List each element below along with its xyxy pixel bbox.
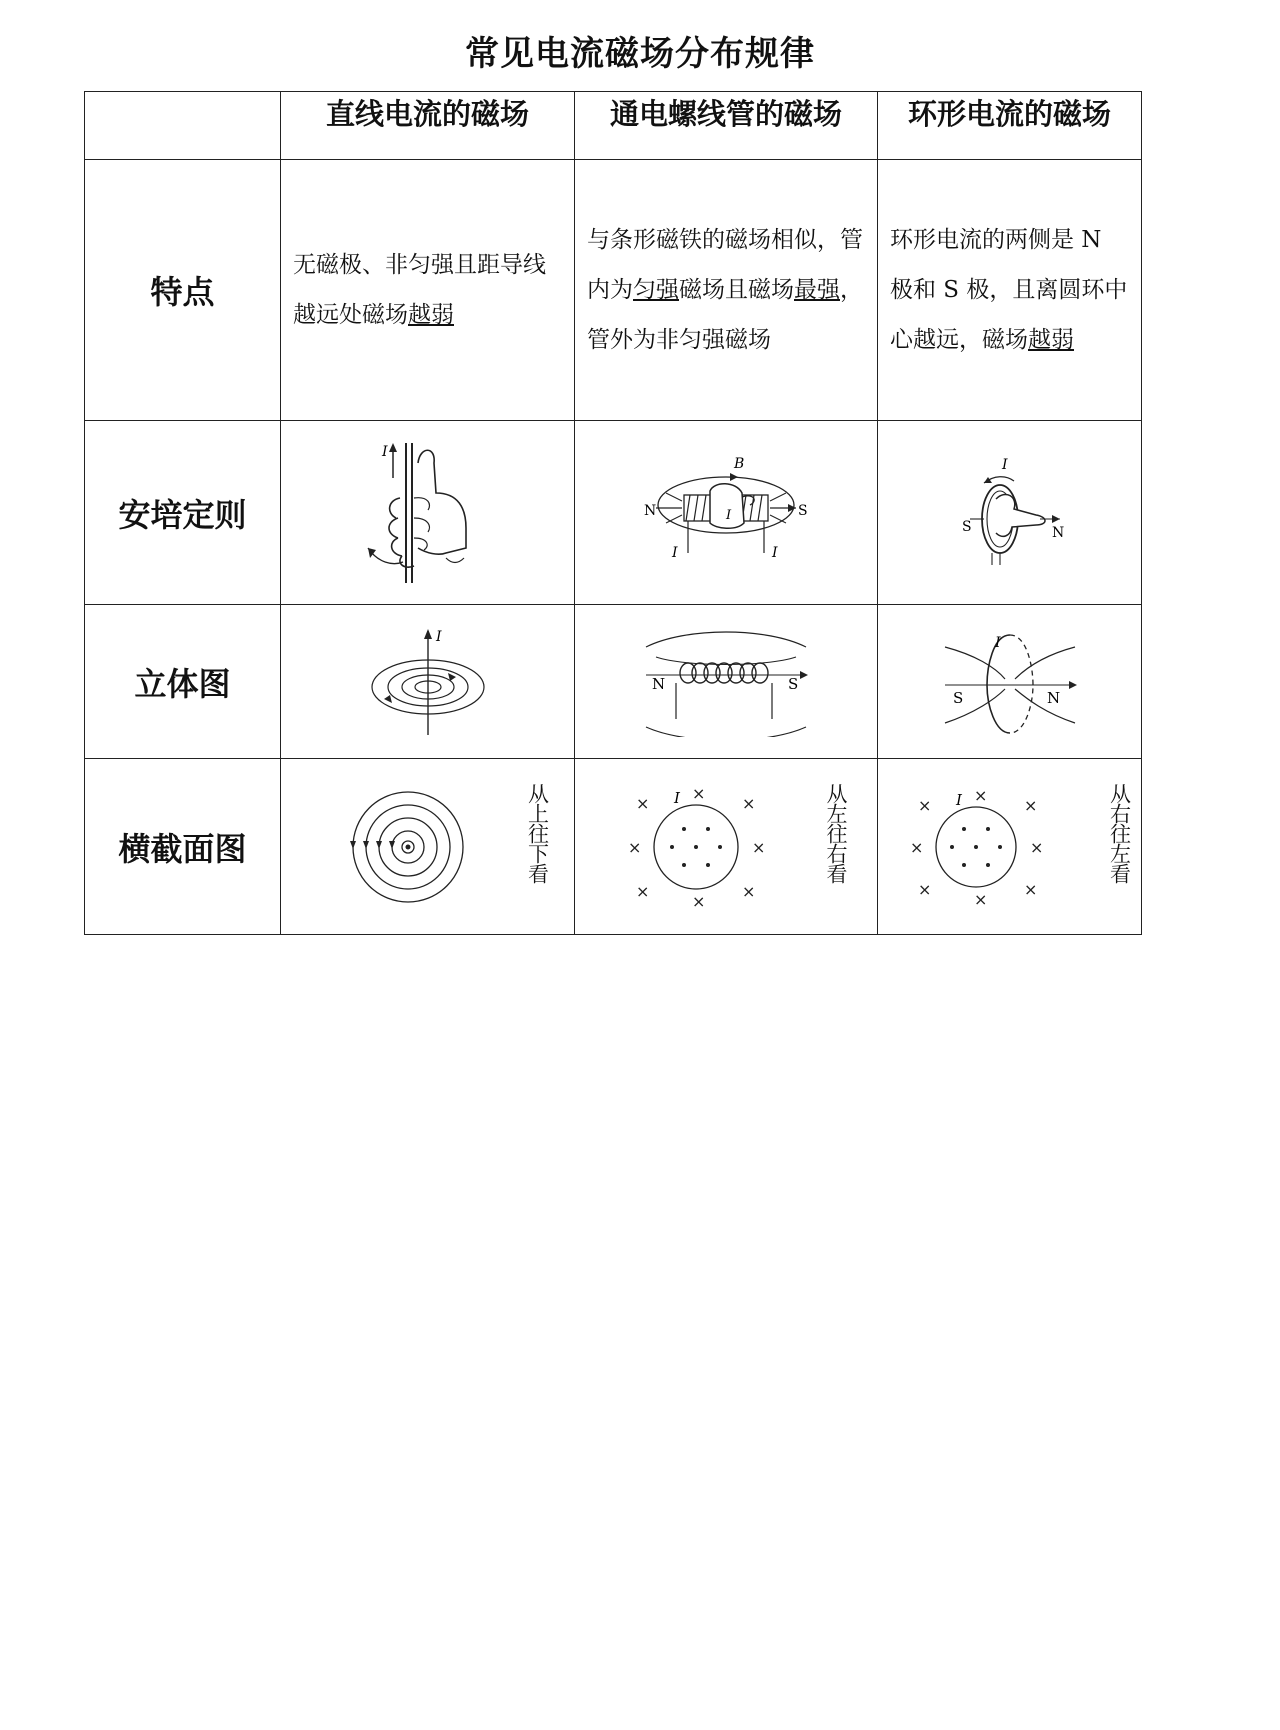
cross-mark: × [1023,795,1037,815]
row-label-features: 特点 [85,160,281,421]
view-direction-caption: 从右往左看 [1107,782,1132,883]
features-ring [878,160,1142,421]
pole-label-n: N [1046,688,1060,707]
ring-field-3d [935,627,1085,737]
header-row [85,92,1142,160]
features-ring-text: 环形电流的两侧是 N 极和 S 极，且离圆环中心越远，磁场 [890,227,1128,353]
cross-solenoid-wrap [596,777,856,917]
features-solenoid-underlined-1: 匀强 [633,277,679,303]
cross-mark: × [917,879,931,899]
three-d-ring-figure [878,605,1142,759]
cross-mark: × [973,889,987,909]
pole-label-s: S [952,688,963,707]
current-label-right: I [772,544,778,561]
three-d-straight-figure [281,605,575,759]
corner-cell [85,92,281,160]
features-straight-underlined: 越弱 [408,302,454,328]
view-direction-caption: 从上往下看 [525,782,550,883]
cross-ring-wrap [880,777,1140,917]
three-d-row [85,605,1142,759]
row-label-ampere: 安培定则 [85,421,281,605]
cross-mark: × [742,881,756,901]
features-straight [281,160,575,421]
header-solenoid: 通电螺线管的磁场 [575,92,878,160]
pole-label-n: N [644,502,657,519]
cross-mark: × [1029,837,1043,857]
current-label: I [955,790,962,809]
cross-mark: × [973,785,987,805]
cross-ring-figure [878,759,1142,935]
solenoid-cross-section [596,777,796,917]
magnetic-field-table [84,91,1142,935]
cross-mark: × [692,783,706,803]
cross-mark: × [752,837,766,857]
current-label: I [435,628,442,645]
cross-mark: × [628,837,642,857]
ampere-ring-figure [878,421,1142,605]
cross-mark: × [636,793,650,813]
pole-label-n: N [652,674,666,693]
right-hand-solenoid-illustration [626,453,826,573]
pole-label-s: S [798,502,808,519]
view-direction-caption: 从左往右看 [824,782,848,883]
features-solenoid-text-2: 磁场且磁场 [679,277,794,303]
straight-wire-cross-section [298,777,498,917]
row-label-cross-section: 横截面图 [85,759,281,935]
ampere-straight-figure [281,421,575,605]
features-solenoid-underlined-2: 最强 [794,277,840,303]
cross-mark: × [917,795,931,815]
three-d-solenoid-figure [575,605,878,759]
features-straight-text: 无磁极、非匀强且距导线越远处磁场 [293,252,546,328]
cross-mark: × [909,837,923,857]
cross-mark: × [692,891,706,911]
features-solenoid-text-3: ，管外为非匀强磁场 [587,277,863,353]
features-ring-underlined: 越弱 [1028,327,1074,353]
cross-straight-wrap [298,777,558,917]
current-label: I [994,634,1001,651]
current-label: I [1001,456,1008,473]
cross-straight-figure [281,759,575,935]
straight-wire-field-3d [348,627,508,737]
cross-section-row [85,759,1142,935]
current-label-center: I [726,507,732,523]
features-row [85,160,1142,421]
cross-solenoid-figure [575,759,878,935]
pole-label-s: S [961,518,972,535]
ampere-solenoid-figure [575,421,878,605]
document-title: 常见电流磁场分布规律 [465,34,815,74]
right-hand-ring-illustration [940,453,1080,573]
right-hand-wire-illustration [348,438,508,588]
solenoid-field-3d [626,627,826,737]
current-label: I [674,788,680,807]
ampere-row [85,421,1142,605]
row-label-three-d: 立体图 [85,605,281,759]
current-label-left: I [672,544,678,561]
pole-label-n: N [1051,524,1064,541]
cross-mark: × [1023,879,1037,899]
header-ring: 环形电流的磁场 [878,92,1142,160]
cross-mark: × [636,881,650,901]
pole-label-s: S [788,674,799,693]
features-solenoid-text-1: 与条形磁铁的磁场相似，管内为 [587,227,863,303]
current-label: I [381,443,388,460]
features-solenoid [575,160,878,421]
header-straight: 直线电流的磁场 [281,92,575,160]
field-label-b: B [734,455,745,472]
cross-mark: × [742,793,756,813]
ring-cross-section [880,777,1080,917]
